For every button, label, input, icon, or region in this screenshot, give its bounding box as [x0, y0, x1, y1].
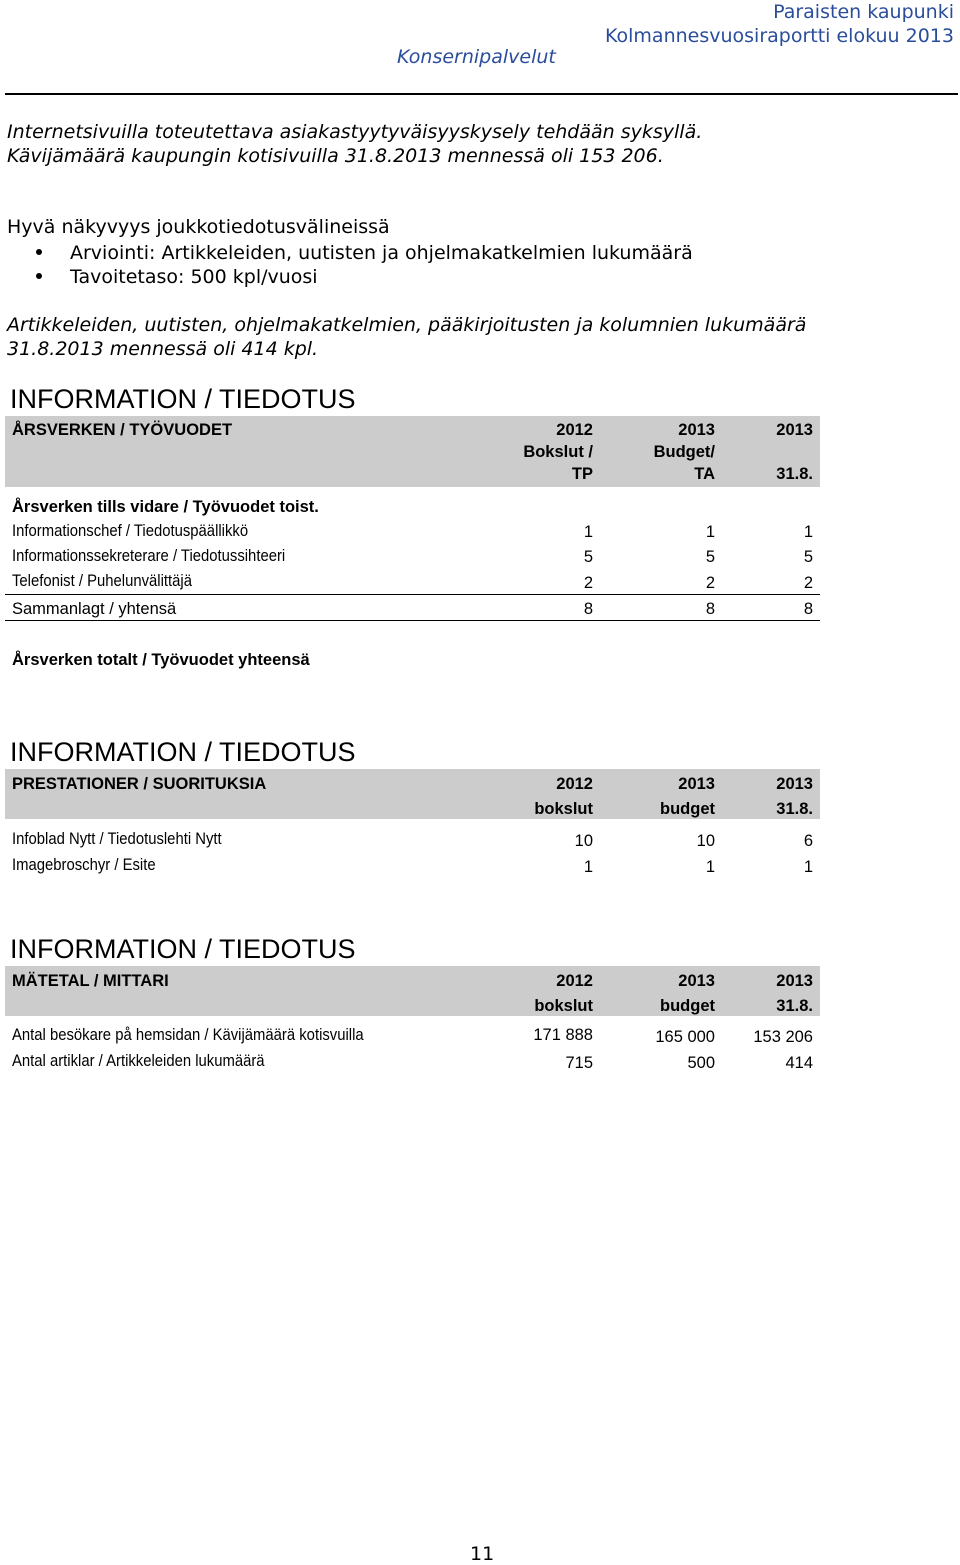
table-head-label: PRESTATIONER / SUORITUKSIA [12, 775, 267, 793]
table-row-label: Informationssekreterare / Tiedotussihteeri [12, 547, 286, 565]
col-header: 2013 [776, 972, 813, 990]
table-row-label: Imagebroschyr / Esite [12, 856, 156, 874]
table-cell: 1 [583, 523, 593, 541]
table-cell: 165 000 [655, 1028, 715, 1046]
table-cell: 1 [705, 858, 715, 876]
col-header: 2013 [678, 775, 715, 793]
col-header: bokslut [534, 997, 593, 1015]
col-header: 2012 [556, 972, 593, 990]
col-header: 2013 [678, 972, 715, 990]
table-cell: 6 [803, 832, 813, 850]
table-cell: 8 [705, 600, 715, 618]
table-row-label: Informationschef / Tiedotuspäällikkö [12, 522, 249, 540]
section-title: INFORMATION / TIEDOTUS [10, 737, 356, 767]
table-cell: 171 888 [533, 1026, 593, 1044]
col-header: budget [660, 800, 715, 818]
table-cell: 715 [565, 1054, 593, 1072]
table-cell: 1 [803, 523, 813, 541]
table-row-label: Antal artiklar / Artikkeleiden lukumäärä [12, 1052, 265, 1070]
col-header: 2013 [776, 775, 813, 793]
table-head-label: MÄTETAL / MITTARI [12, 972, 169, 990]
bullet-item: Tavoitetaso: 500 kpl/vuosi [36, 266, 318, 288]
table-cell: 1 [583, 858, 593, 876]
total-divider [5, 594, 820, 595]
intro-line-2: Kävijämäärä kaupungin kotisivuilla 31.8.2013 mennessä oli 153 206. [7, 145, 664, 167]
table-cell: 2 [583, 574, 593, 592]
table-cell: 2 [803, 574, 813, 592]
report-title: Kolmannesvuosiraportti elokuu 2013 [605, 25, 954, 47]
col-header: TP [571, 465, 593, 483]
col-header: 31.8. [776, 997, 813, 1015]
result-line-2: 31.8.2013 mennessä oli 414 kpl. [7, 338, 319, 360]
table-cell: 153 206 [753, 1028, 813, 1046]
table-cell: 10 [696, 832, 715, 850]
table-row-label: Telefonist / Puhelunvälittäjä [12, 572, 192, 590]
bullet-icon [36, 249, 42, 255]
header-divider [5, 93, 958, 95]
goal-title: Hyvä näkyvyys joukkotiedotusvälineissä [7, 216, 390, 238]
table-cell: 500 [687, 1054, 715, 1072]
table-cell: 1 [705, 523, 715, 541]
page-header-right [605, 0, 954, 48]
table-total-label: Sammanlagt / yhtensä [12, 600, 177, 618]
table-cell: 2 [705, 574, 715, 592]
col-header: 2012 [556, 421, 593, 439]
col-header: bokslut [534, 800, 593, 818]
col-header: 2013 [678, 421, 715, 439]
table-cell: 5 [583, 548, 593, 566]
table-head-label: ÅRSVERKEN / TYÖVUODET [12, 421, 233, 439]
table-subhead: Årsverken tills vidare / Työvuodet toist. [12, 498, 319, 516]
bullet-icon [36, 273, 42, 279]
col-header: 2012 [556, 775, 593, 793]
unit-name: Konsernipalvelut [397, 46, 556, 68]
table-cell: 10 [574, 832, 593, 850]
org-name: Paraisten kaupunki [773, 1, 954, 23]
col-header: TA [694, 465, 715, 483]
table-cell: 5 [705, 548, 715, 566]
intro-line-1: Internetsivuilla toteutettava asiakastyytyväisyyskysely tehdään syksyllä. [7, 121, 703, 143]
col-header: Bokslut / [523, 443, 593, 461]
section-title: INFORMATION / TIEDOTUS [10, 934, 356, 964]
table-footer-label: Årsverken totalt / Työvuodet yhteensä [12, 651, 310, 669]
col-header: 31.8. [776, 465, 813, 483]
table-row-label: Antal besökare på hemsidan / Kävijämäärä kotisvuilla [12, 1026, 364, 1044]
col-header: 2013 [776, 421, 813, 439]
bullet-item: Arviointi: Artikkeleiden, uutisten ja ohjelmakatkelmien lukumäärä [36, 242, 693, 264]
table-cell: 414 [785, 1054, 813, 1072]
table-cell: 8 [803, 600, 813, 618]
result-line-1: Artikkeleiden, uutisten, ohjelmakatkelmien, pääkirjoitusten ja kolumnien lukumäärä [7, 314, 807, 336]
col-header: Budget/ [653, 443, 715, 461]
table-cell: 8 [583, 600, 593, 618]
section-title: INFORMATION / TIEDOTUS [10, 384, 356, 414]
col-header: budget [660, 997, 715, 1015]
table-cell: 1 [803, 858, 813, 876]
table-row-label: Infoblad Nytt / Tiedotuslehti Nytt [12, 830, 222, 848]
col-header: 31.8. [776, 800, 813, 818]
total-underline [5, 620, 820, 621]
page-number: 11 [470, 1543, 495, 1565]
table-cell: 5 [803, 548, 813, 566]
